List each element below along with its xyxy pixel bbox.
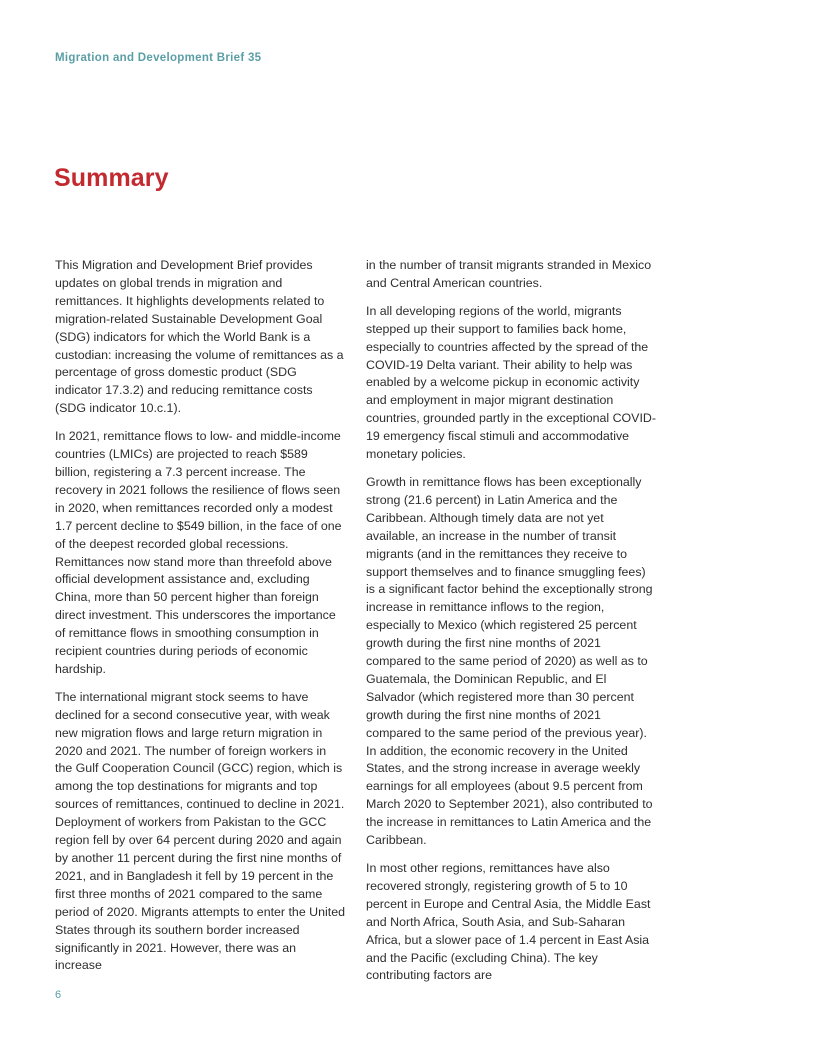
running-header: Migration and Development Brief 35 xyxy=(55,52,262,64)
paragraph: in the number of transit migrants stranded in Mexico and Central American countries. xyxy=(366,258,652,290)
right-column xyxy=(366,257,656,995)
paragraph: This Migration and Development Brief provides updates on global trends in migration and remittances. It highlights developments related to migration-related Sustainable Development Goal (SDG) indicators for which the World Bank is a custodian: increasing the volume of remittances as a percentage of gross domestic product (SDG indicator 17.3.2) and reducing remittance costs (SDG indicator 10.c.1). xyxy=(55,258,344,416)
paragraph: Growth in remittance flows has been exceptionally strong (21.6 percent) in Latin America and the Caribbean. Although timely data are not yet available, an increase in the number of transit migrants (and in the remittances they receive to support themselves and to finance smuggling fees) is a significant factor behind the exceptionally strong increase in remittance inflows to the region, especially to Mexico (which registered 25 percent growth during the first nine months of 2021 compared to the same period of 2020) as well as to Guatemala, the Dominican Republic, and El Salvador (which registered more than 30 percent growth during the first nine months of 2021 compared to the same period of the previous year). In addition, the economic recovery in the United States, and the strong increase in average weekly earnings for all employees (about 9.5 percent from March 2020 to September 2021), also contributed to the increase in remittances to Latin America and the Caribbean. xyxy=(366,474,653,848)
paragraph: In most other regions, remittances have also recovered strongly, registering growth of 5 to 10 percent in Europe and Central Asia, the Middle East and North Africa, South Asia, and Sub-Saharan Africa, but a slower pace of 1.4 percent in East Asia and the Pacific (excluding China). The key contributing factors are xyxy=(366,861,651,983)
page-title: Summary xyxy=(54,164,169,192)
left-column xyxy=(55,257,345,985)
paragraph: The international migrant stock seems to have declined for a second consecutive year, with weak new migration flows and large return migration in 2020 and 2021. The number of foreign workers in the Gulf Cooperation Council (GCC) region, which is among the top destinations for migrants and top sources of remittances, continued to decline in 2021. Deployment of workers from Pakistan to the GCC region fell by over 64 percent during 2020 and again by another 11 percent during the first nine months of 2021, and in Bangladesh it fell by 19 percent in the first three months of 2021 compared to the same period of 2020. Migrants attempts to enter the United States through its southern border increased significantly in 2021. However, there was an increase xyxy=(55,689,345,973)
paragraph: In 2021, remittance flows to low- and middle-income countries (LMICs) are projected to reach $589 billion, registering a 7.3 percent increase. The recovery in 2021 follows the resilience of flows seen in 2020, when remittances recorded only a modest 1.7 percent decline to $549 billion, in the face of one of the deepest recorded global recessions. Remittances now stand more than threefold above official development assistance and, excluding China, more than 50 percent higher than foreign direct investment. This underscores the importance of remittance flows in smoothing consumption in recipient countries during periods of economic hardship. xyxy=(55,429,342,676)
paragraph: In all developing regions of the world, migrants stepped up their support to families back home, especially to countries affected by the spread of the COVID-19 Delta variant. Their ability to help was enabled by a welcome pickup in economic activity and employment in major migrant destination countries, grounded partly in the exceptional COVID-19 emergency fiscal stimuli and accommodative monetary policies. xyxy=(366,303,656,462)
page-number: 6 xyxy=(55,989,62,1001)
